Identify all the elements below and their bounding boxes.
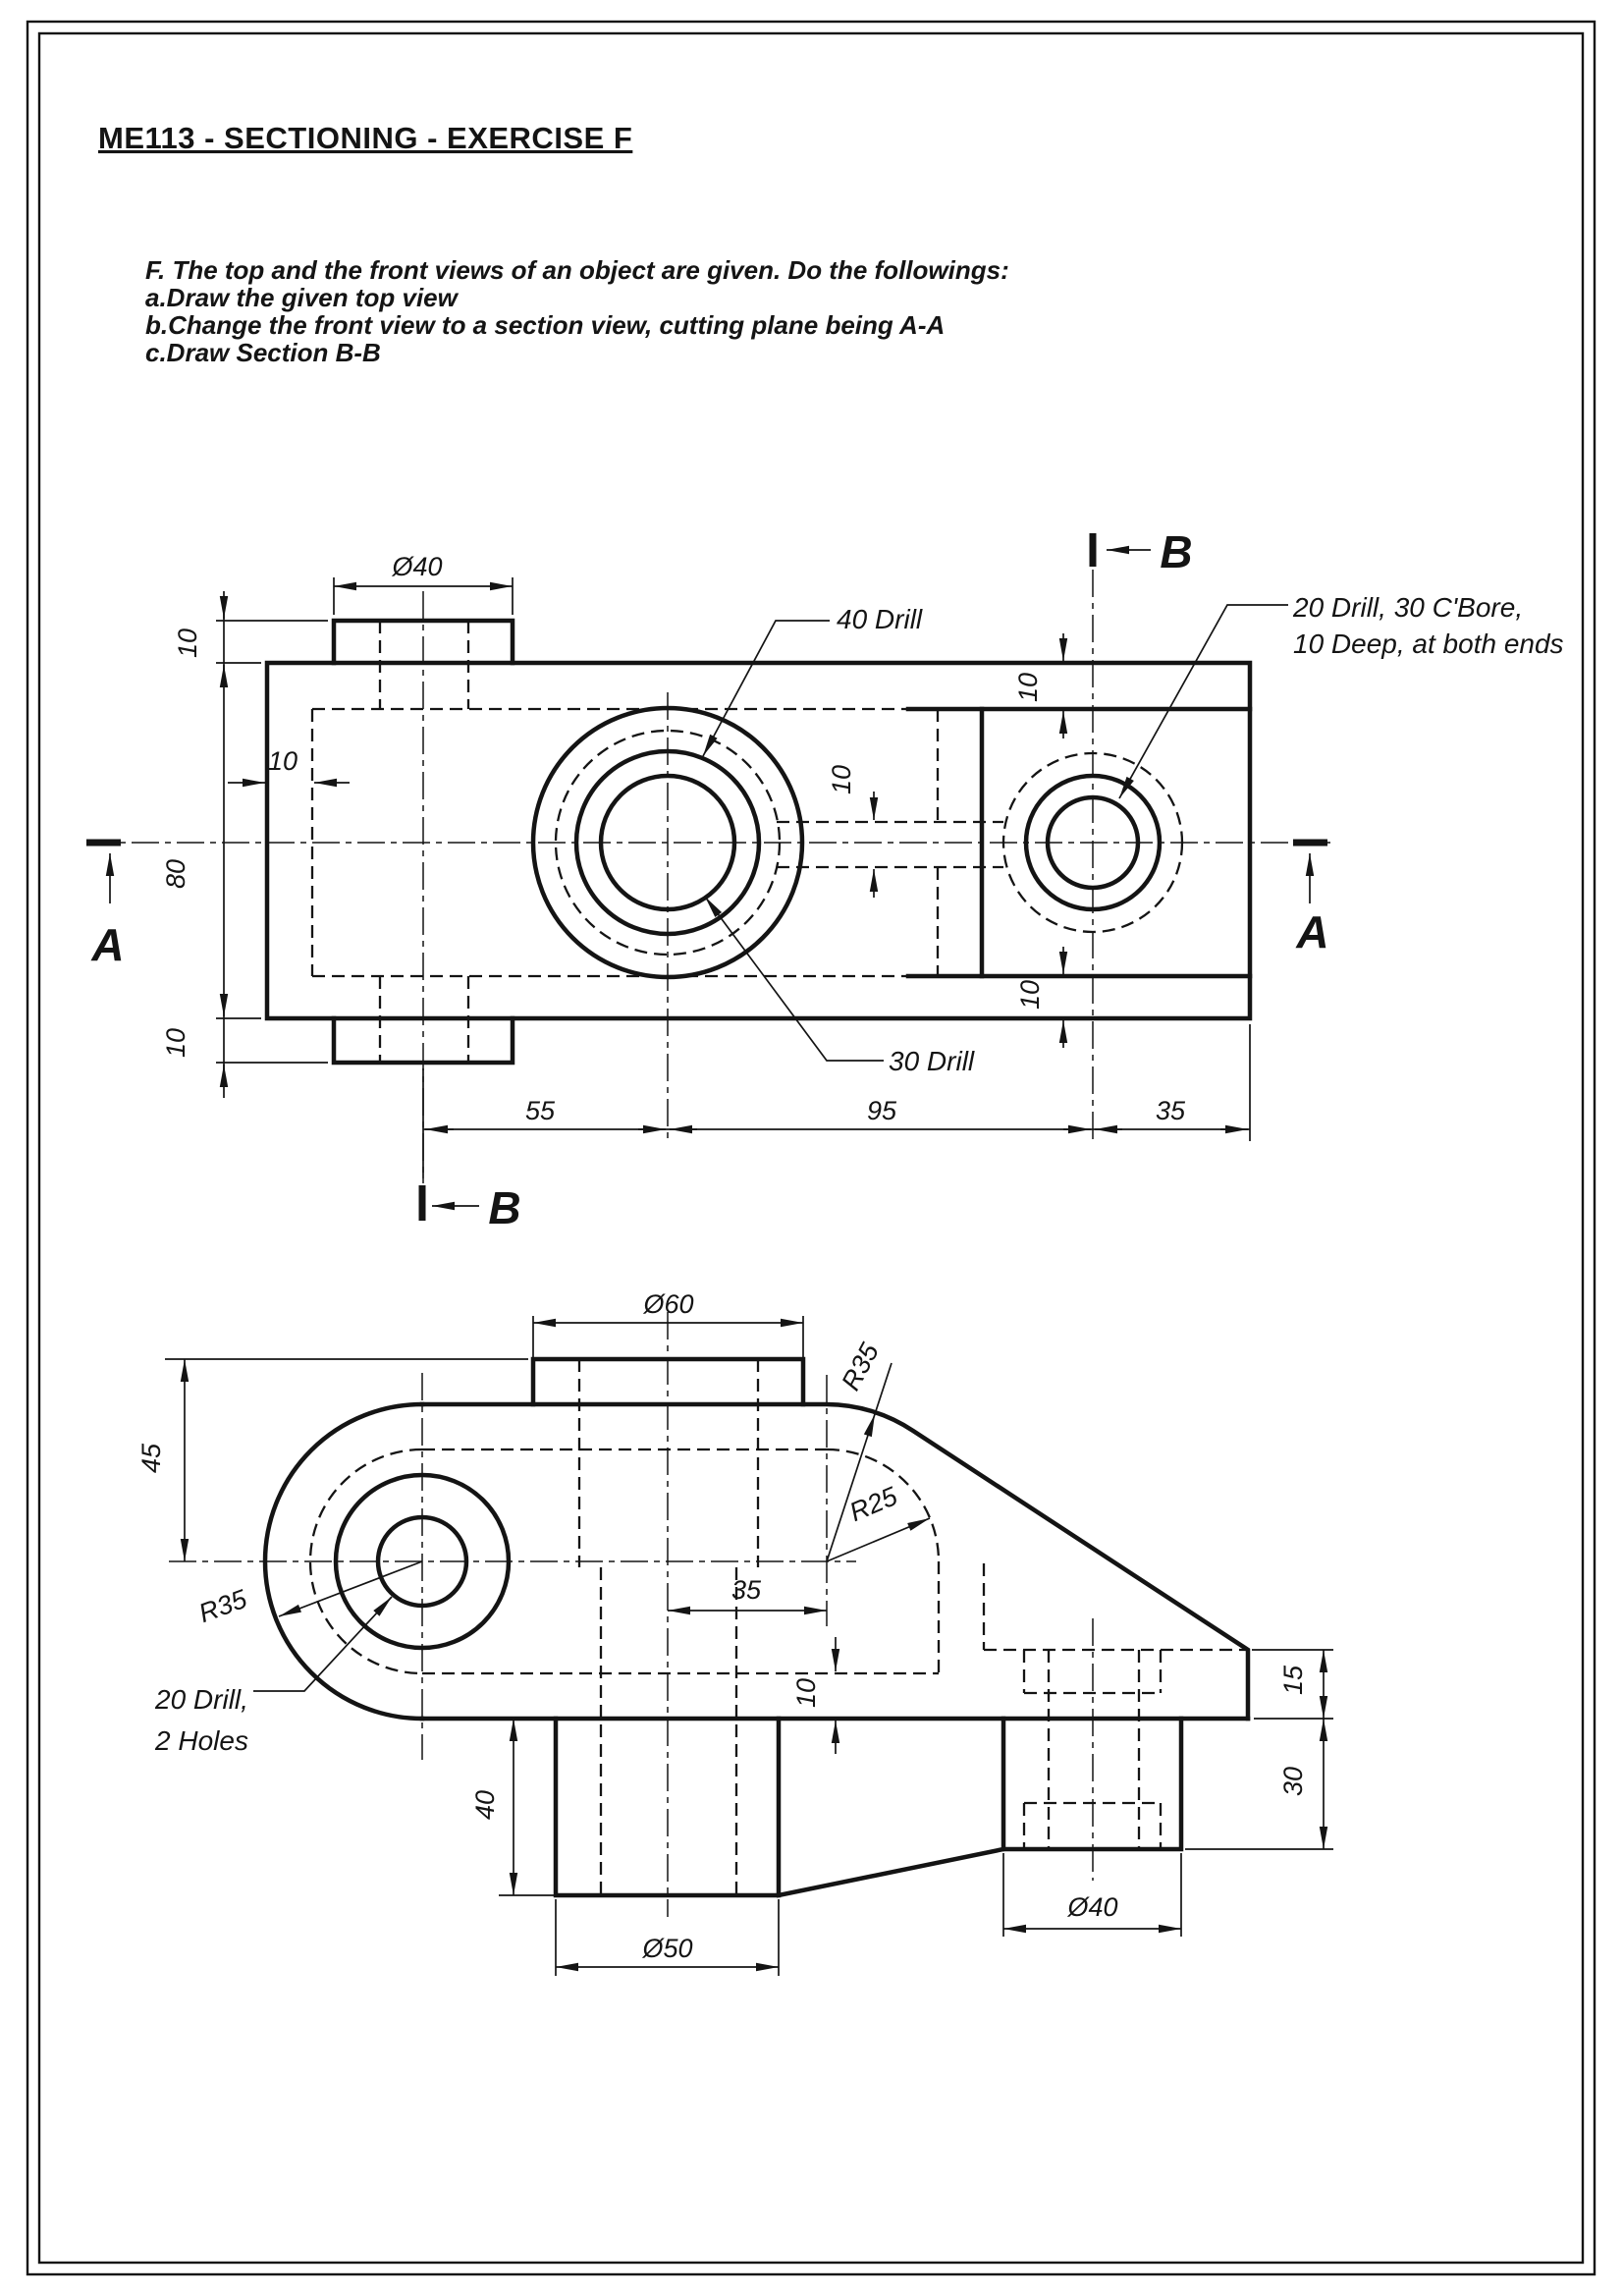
top-view — [86, 526, 1564, 1233]
dim-body-depth: 80 — [161, 858, 190, 890]
top-view-outline — [267, 621, 1250, 1063]
front-view-dimensions — [165, 1316, 1333, 1976]
top-view-hidden-lines — [312, 621, 1182, 1063]
dim-15: 15 — [1278, 1665, 1308, 1696]
dim-r35-left: R35 — [194, 1583, 251, 1629]
dim-40-front-view: 40 — [470, 1789, 500, 1821]
dim-slot: 10 — [827, 764, 856, 795]
section-marks — [86, 533, 1327, 1221]
note-cbore-line1: 20 Drill, 30 C'Bore, — [1293, 592, 1524, 623]
section-label-b-bottom: B — [488, 1182, 521, 1233]
dim-boss-height-bottom: 10 — [161, 1027, 190, 1059]
front-view — [136, 1289, 1333, 1976]
page-title: ME113 - SECTIONING - EXERCISE F — [98, 121, 633, 155]
dim-55: 55 — [524, 1096, 556, 1125]
dim-10-front-view: 10 — [791, 1677, 821, 1709]
dim-bottom-boss-dia: Ø50 — [642, 1934, 693, 1963]
section-label-a-right: A — [1296, 906, 1329, 957]
section-label-a-left: A — [91, 919, 125, 970]
section-label-b-top: B — [1160, 526, 1193, 577]
dim-30: 30 — [1278, 1766, 1308, 1797]
dim-95: 95 — [866, 1096, 897, 1125]
note-cbore-line2: 10 Deep, at both ends — [1293, 629, 1564, 659]
note-20-drill-line1: 20 Drill, — [155, 1684, 248, 1715]
dim-boss-dia-top: Ø40 — [392, 552, 443, 581]
dim-height-45: 45 — [136, 1443, 166, 1474]
note-20-drill-line2: 2 Holes — [155, 1725, 248, 1756]
note-40-drill: 40 Drill — [837, 604, 923, 634]
dim-35-top-view: 35 — [1155, 1096, 1186, 1125]
instruction-intro: F. The top and the front views of an object are given. Do the followings: — [145, 255, 1009, 285]
dim-edge-offset: 10 — [267, 746, 298, 776]
dim-r35-top: R35 — [836, 1338, 885, 1395]
dim-step-top: 10 — [1013, 672, 1043, 703]
note-30-drill: 30 Drill — [889, 1046, 975, 1076]
dim-step-bottom: 10 — [1015, 979, 1045, 1011]
dim-r25: R25 — [844, 1481, 902, 1528]
instruction-step-b: b.Change the front view to a section view, cutting plane being A-A — [145, 310, 946, 340]
instruction-step-a: a.Draw the given top view — [145, 283, 458, 312]
dim-boss-dia-front: Ø60 — [643, 1289, 694, 1319]
front-view-outline — [265, 1359, 1248, 1895]
instruction-step-c: c.Draw Section B-B — [145, 338, 381, 367]
dim-35-front-view: 35 — [730, 1575, 762, 1605]
dim-boss-height-top: 10 — [173, 628, 202, 659]
dim-right-boss-dia: Ø40 — [1067, 1892, 1118, 1922]
